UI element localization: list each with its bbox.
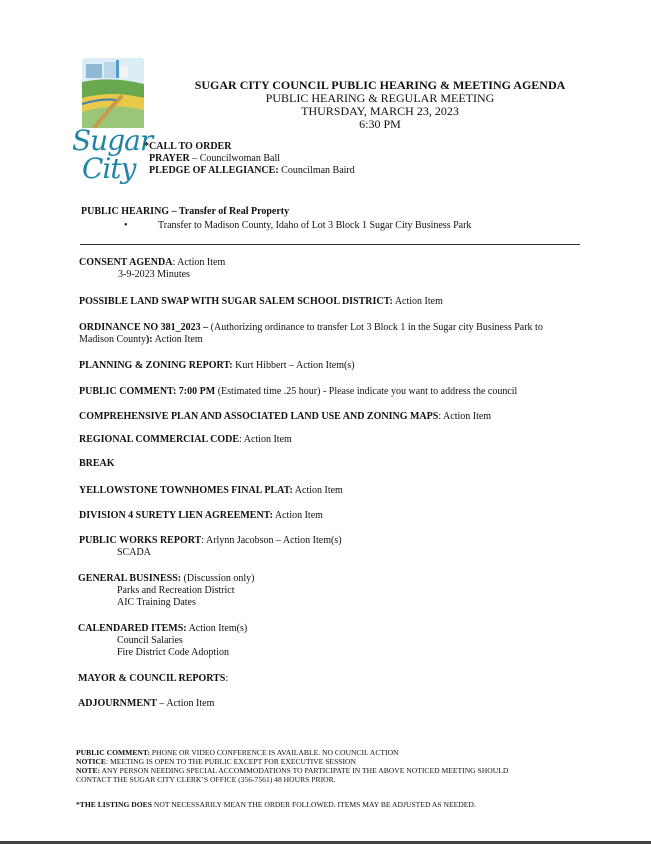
meeting-time: 6:30 PM <box>359 117 401 131</box>
prayer-line <box>149 153 280 165</box>
yellowstone-label: YELLOWSTONE TOWNHOMES FINAL PLAT: <box>79 485 293 496</box>
footer-listing <box>76 800 476 809</box>
general-business <box>78 573 254 585</box>
footer-note-label: NOTE: <box>76 766 101 775</box>
meeting-date: THURSDAY, MARCH 23, 2023 <box>301 104 459 118</box>
footer-public-comment <box>76 748 399 757</box>
planning-zoning-detail: Kurt Hibbert – Action Item(s) <box>232 360 355 371</box>
agenda-title: SUGAR CITY COUNCIL PUBLIC HEARING & MEETING AGENDA <box>194 78 566 92</box>
ordinance-label: ORDINANCE NO 381_2023 – <box>79 322 209 333</box>
public-comment <box>79 386 517 398</box>
public-hearing-heading: PUBLIC HEARING – Transfer of Real Property <box>81 206 290 217</box>
footer-pc-detail: PHONE OR VIDEO CONFERENCE IS AVAILABLE. NO COUNCIL ACTION <box>149 748 399 757</box>
agenda-subtitle: PUBLIC HEARING & REGULAR MEETING <box>265 91 495 105</box>
mayor-council-label: MAYOR & COUNCIL REPORTS <box>78 673 226 684</box>
division-4-surety <box>79 510 323 522</box>
calendared-fire-district: Fire District Code Adoption <box>117 647 229 658</box>
footer-note-detail: ANY PERSON NEEDING SPECIAL ACCOMMODATIONS TO PARTICIPATE IN THE ABOVE NOTICED MEETING SHOULD <box>100 766 509 775</box>
footer-notice-label: NOTICE <box>76 757 106 766</box>
consent-agenda-label: CONSENT AGENDA <box>79 257 173 268</box>
comprehensive-plan-detail: : Action Item <box>438 411 492 422</box>
calendared-items-detail: Action Item(s) <box>186 623 248 634</box>
consent-agenda-detail: : Action Item <box>172 257 226 268</box>
footer-note-line-2: CONTACT THE SUGAR CITY CLERK’S OFFICE (356-7561) 48 HOURS PRIOR. <box>76 775 336 784</box>
general-business-parks: Parks and Recreation District <box>117 585 235 596</box>
footer-listing-detail: NOT NECESSARILY MEAN THE ORDER FOLLOWED. ITEMS MAY BE ADJUSTED AS NEEDED. <box>151 800 476 809</box>
break: BREAK <box>79 458 115 469</box>
section-divider <box>80 244 580 245</box>
public-hearing-bullet: • <box>124 220 128 231</box>
public-hearing-item: Transfer to Madison County, Idaho of Lot 3 Block 1 Sugar City Business Park <box>158 220 472 231</box>
pledge-label: PLEDGE OF ALLEGIANCE: <box>149 165 279 176</box>
public-works-label: PUBLIC WORKS REPORT <box>79 535 202 546</box>
calendared-items-label: CALENDARED ITEMS: <box>78 623 187 634</box>
public-works-detail: : Arlynn Jacobson – Action Item(s) <box>201 535 342 546</box>
footer-notice-detail: : MEETING IS OPEN TO THE PUBLIC EXCEPT FOR EXECUTIVE SESSION <box>105 757 357 766</box>
footer-notice <box>76 757 356 766</box>
public-works-report <box>79 535 342 547</box>
general-business-aic: AIC Training Dates <box>117 597 196 608</box>
adjournment <box>78 698 214 710</box>
ordinance-county: Madison County <box>79 334 146 345</box>
general-business-detail: (Discussion only) <box>181 573 255 584</box>
footer-listing-label: *THE LISTING DOES <box>76 800 152 809</box>
prayer-detail: – Councilwoman Ball <box>189 153 281 164</box>
adjournment-detail: – Action Item <box>156 698 215 709</box>
ordinance-action: Action Item <box>152 334 203 345</box>
planning-zoning-label: PLANNING & ZONING REPORT: <box>79 360 233 371</box>
adjournment-label: ADJOURNMENT <box>78 698 157 709</box>
footer-pc-label: PUBLIC COMMENT: <box>76 748 150 757</box>
pledge-detail: Councilman Baird <box>278 165 355 176</box>
farm-landscape-icon <box>82 58 144 128</box>
consent-agenda <box>79 257 225 269</box>
comprehensive-plan <box>79 411 491 423</box>
regional-commercial-code <box>79 434 292 446</box>
pledge-line <box>149 165 355 177</box>
public-comment-label: PUBLIC COMMENT: 7:00 PM <box>79 386 216 397</box>
ordinance <box>79 322 543 334</box>
prayer-label: PRAYER <box>149 153 190 164</box>
calendared-items <box>78 623 247 635</box>
ordinance-line-2 <box>79 334 203 346</box>
yellowstone-detail: Action Item <box>292 485 343 496</box>
comprehensive-plan-label: COMPREHENSIVE PLAN AND ASSOCIATED LAND USE AND ZONING MAPS <box>79 411 439 422</box>
ordinance-paren: ): <box>145 334 153 345</box>
regional-commercial-label: REGIONAL COMMERCIAL CODE <box>79 434 240 445</box>
footer-note <box>76 766 508 775</box>
general-business-label: GENERAL BUSINESS: <box>78 573 182 584</box>
land-swap <box>79 296 443 308</box>
land-swap-detail: Action Item <box>392 296 443 307</box>
call-to-order: *CALL TO ORDER <box>144 141 232 152</box>
mayor-council-colon: : <box>225 673 229 684</box>
public-comment-detail: (Estimated time .25 hour) - Please indicate you want to address the council <box>215 386 518 397</box>
logo-text-city: City <box>82 152 136 185</box>
yellowstone-townhomes <box>79 485 343 497</box>
division-4-label: DIVISION 4 SURETY LIEN AGREEMENT: <box>79 510 273 521</box>
logo-text-sugar: Sugar <box>72 124 153 157</box>
consent-agenda-minutes: 3-9-2023 Minutes <box>118 269 190 280</box>
planning-zoning <box>79 360 355 372</box>
calendared-council-salaries: Council Salaries <box>117 635 183 646</box>
mayor-council-reports <box>78 673 228 685</box>
land-swap-label: POSSIBLE LAND SWAP WITH SUGAR SALEM SCHOOL DISTRICT: <box>79 296 393 307</box>
division-4-detail: Action Item <box>272 510 323 521</box>
sugar-city-logo <box>72 58 152 188</box>
regional-commercial-detail: : Action Item <box>239 434 292 445</box>
ordinance-detail: (Authorizing ordinance to transfer Lot 3 Block 1 in the Sugar city Business Park to <box>208 322 543 333</box>
public-works-scada: SCADA <box>117 547 151 558</box>
